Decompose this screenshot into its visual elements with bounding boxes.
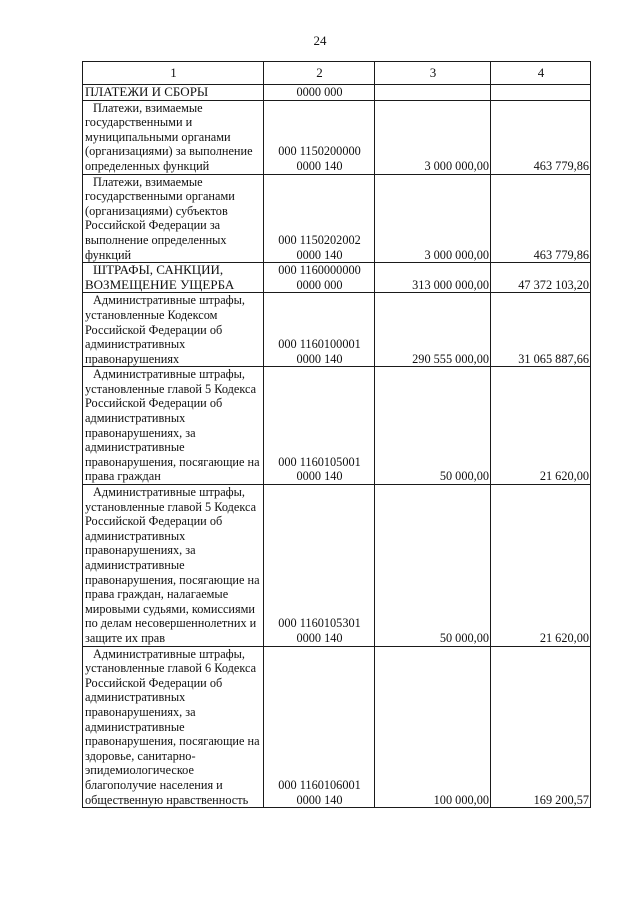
row-code: 000 1160105001 0000 140: [264, 367, 375, 485]
row-plan: 50 000,00: [375, 367, 491, 485]
table-row: [83, 367, 591, 485]
row-plan: 290 555 000,00: [375, 293, 491, 367]
row-plan: [375, 85, 491, 101]
row-code: 0000 000: [264, 85, 375, 101]
budget-table: [82, 61, 591, 808]
row-code: 000 1150202002 0000 140: [264, 174, 375, 263]
row-name: Платежи, взимаемые государственными органами (организациями) субъектов Российской Федерации за выполнение определенных функций: [83, 174, 264, 263]
row-plan: 100 000,00: [375, 646, 491, 808]
row-code: 000 1160106001 0000 140: [264, 646, 375, 808]
row-actual: 169 200,57: [491, 646, 591, 808]
row-name: Административные штрафы, установленные главой 6 Кодекса Российской Федерации об административных правонарушениях, за административные правонарушения, посягающие на здоровье, санитарно-эпидемиологическое благополучие населения и общественную нравственность: [83, 646, 264, 808]
row-name: Административные штрафы, установленные главой 5 Кодекса Российской Федерации об административных правонарушениях, за административные правонарушения, посягающие на права граждан, налагаемые мировыми судьями, комиссиями по делам несовершеннолетних и защите их прав: [83, 485, 264, 647]
row-code: 000 1160100001 0000 140: [264, 293, 375, 367]
row-name: ШТРАФЫ, САНКЦИИ, ВОЗМЕЩЕНИЕ УЩЕРБА: [83, 263, 264, 293]
column-header-1: 1: [83, 62, 264, 85]
column-header-3: 3: [375, 62, 491, 85]
page-number: 24: [313, 33, 327, 48]
row-actual: 47 372 103,20: [491, 263, 591, 293]
row-actual: 21 620,00: [491, 367, 591, 485]
table-row: [83, 174, 591, 263]
table-row: [83, 263, 591, 293]
column-header-2: 2: [264, 62, 375, 85]
row-actual: [491, 85, 591, 101]
row-plan: 50 000,00: [375, 485, 491, 647]
row-actual: 21 620,00: [491, 485, 591, 647]
row-name: Административные штрафы, установленные главой 5 Кодекса Российской Федерации об административных правонарушениях, за административные правонарушения, посягающие на права граждан: [83, 367, 264, 485]
column-header-4: 4: [491, 62, 591, 85]
table-row: [83, 485, 591, 647]
table-row: [83, 293, 591, 367]
row-plan: 3 000 000,00: [375, 174, 491, 263]
table-row: [83, 646, 591, 808]
row-code: 000 1150200000 0000 140: [264, 100, 375, 174]
row-name: Платежи, взимаемые государственными и муниципальными органами (организациями) за выполнение определенных функций: [83, 100, 264, 174]
row-code: 000 1160105301 0000 140: [264, 485, 375, 647]
row-name: ПЛАТЕЖИ И СБОРЫ: [83, 85, 264, 101]
row-code: 000 1160000000 0000 000: [264, 263, 375, 293]
row-actual: 463 779,86: [491, 100, 591, 174]
row-name: Административные штрафы, установленные Кодексом Российской Федерации об административных правонарушениях: [83, 293, 264, 367]
row-plan: 313 000 000,00: [375, 263, 491, 293]
row-actual: 463 779,86: [491, 174, 591, 263]
row-plan: 3 000 000,00: [375, 100, 491, 174]
row-actual: 31 065 887,66: [491, 293, 591, 367]
header-row: [83, 62, 591, 85]
table-row: [83, 100, 591, 174]
table-row: [83, 85, 591, 101]
